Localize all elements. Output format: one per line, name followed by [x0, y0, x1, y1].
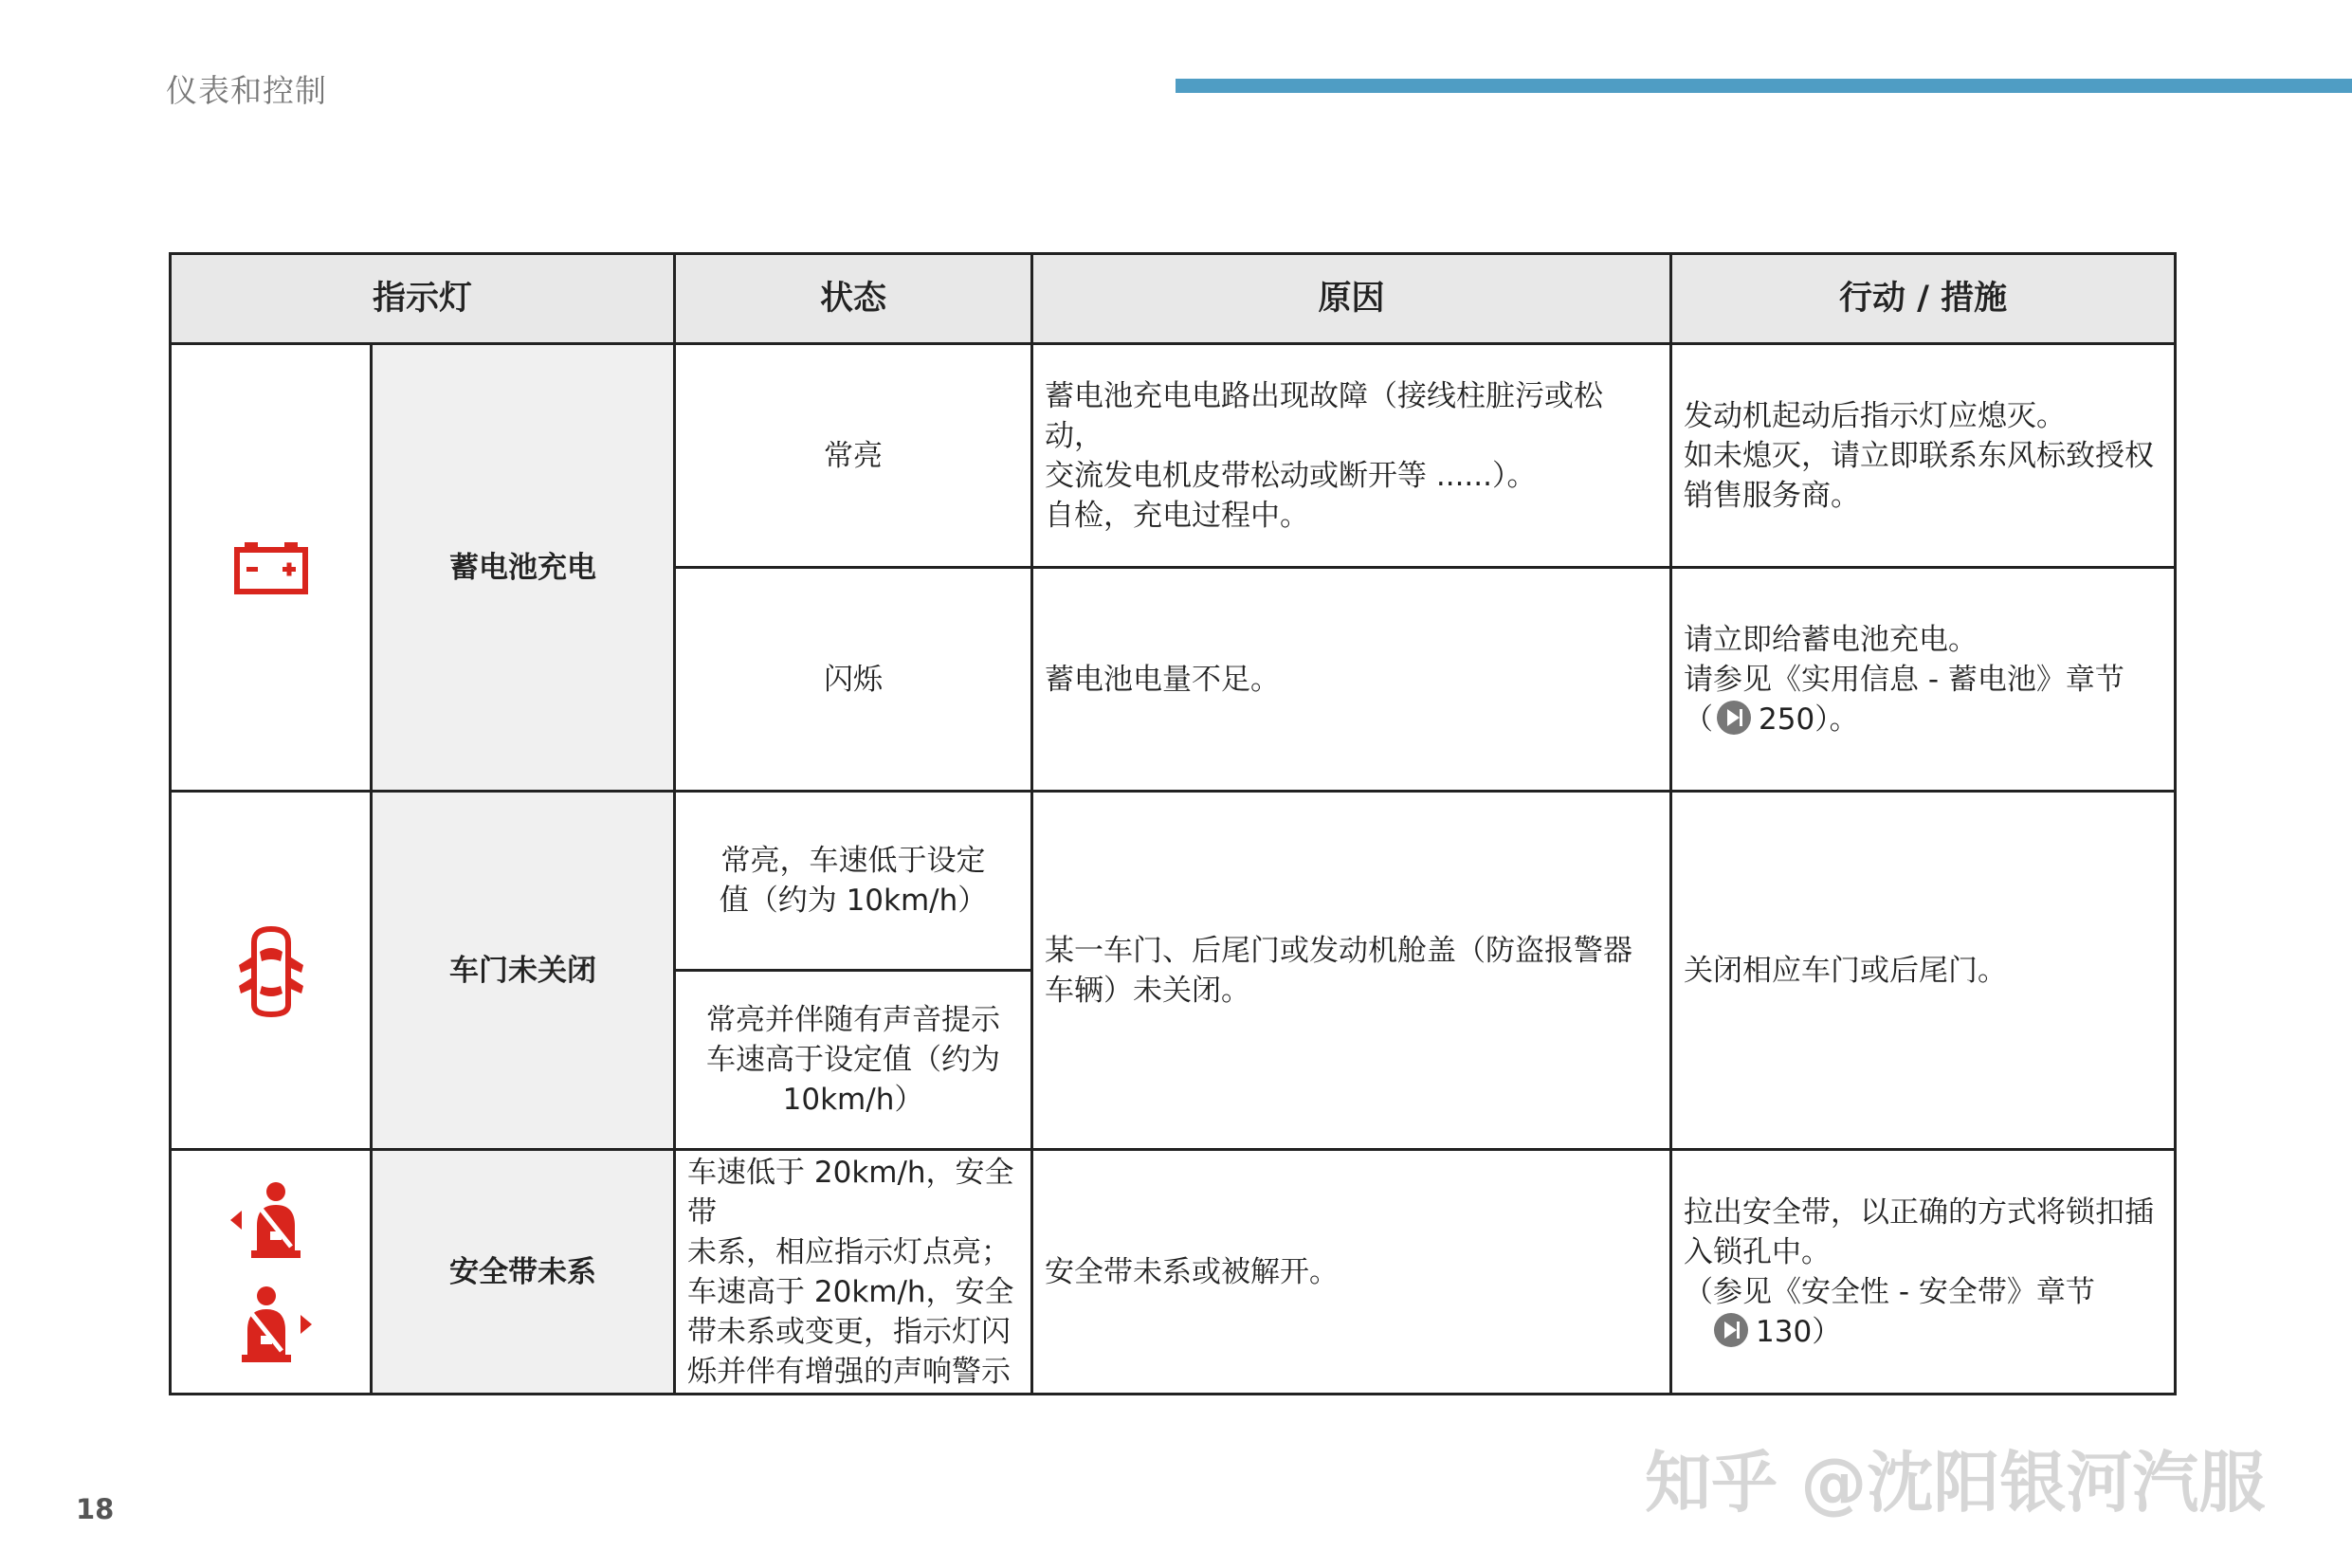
seatbelt-right-icon — [228, 1285, 314, 1364]
cause-cell — [1032, 344, 1671, 568]
indicator-table — [169, 252, 2177, 1395]
indicator-name-seatbelt: 安全带未系 — [372, 1150, 675, 1395]
cause-line: 交流发电机皮带松动或断开等 ......）。 — [1045, 458, 1537, 493]
action-line: 如未熄灭，请立即联系东风标致授权 — [1684, 438, 2155, 473]
seatbelt-left-icon — [228, 1180, 314, 1260]
action-reference — [1684, 1312, 2162, 1352]
cause-line: 某一车门、后尾门或发动机舱盖（防盗报警器 — [1045, 933, 1633, 968]
page-reference-icon — [1717, 701, 1751, 735]
state-line: 烁并伴有增强的声响警示 — [687, 1354, 1012, 1389]
table-row-battery-steady — [171, 344, 2176, 568]
section-title: 仪表和控制 — [166, 72, 327, 109]
action-line: 拉出安全带，以正确的方式将锁扣插 — [1684, 1194, 2155, 1230]
action-line: 入锁孔中。 — [1684, 1234, 1832, 1269]
ref-page: 130 — [1756, 1314, 1813, 1349]
cause-cell: 安全带未系或被解开。 — [1032, 1150, 1671, 1395]
cause-line: 车辆）未关闭。 — [1045, 973, 1251, 1008]
page-number: 18 — [76, 1493, 115, 1525]
state-line: 10km/h） — [782, 1083, 924, 1117]
battery-icon-cell — [171, 344, 372, 792]
state-cell — [675, 792, 1032, 971]
cause-line: 自检，充电过程中。 — [1045, 498, 1310, 533]
battery-icon — [233, 540, 309, 595]
action-line: 请立即给蓄电池充电。 — [1684, 622, 1978, 657]
action-cell — [1671, 568, 2176, 792]
header-accent-bar — [1176, 79, 2352, 93]
state-line: 常亮并伴随有声音提示 — [706, 1003, 1001, 1037]
column-header-state: 状态 — [675, 254, 1032, 344]
page-reference-icon — [1714, 1313, 1748, 1347]
state-line: 未系，相应指示灯点亮； — [687, 1234, 1012, 1269]
cause-cell: 蓄电池电量不足。 — [1032, 568, 1671, 792]
state-line: 车速低于 20km/h，安全带 — [687, 1155, 1014, 1230]
cause-cell — [1032, 792, 1671, 1150]
table-row-door-low-speed — [171, 792, 2176, 971]
door-open-car-icon — [233, 923, 309, 1018]
ref-close: ） — [1812, 1314, 1842, 1349]
state-cell: 闪烁 — [675, 568, 1032, 792]
indicator-name-door: 车门未关闭 — [372, 792, 675, 1150]
column-header-indicator: 指示灯 — [171, 254, 675, 344]
state-cell — [675, 971, 1032, 1150]
action-line: 请参见《实用信息 - 蓄电池》章节 — [1684, 662, 2124, 697]
action-cell — [1671, 1150, 2176, 1395]
table-row-seatbelt — [171, 1150, 2176, 1395]
action-cell: 关闭相应车门或后尾门。 — [1671, 792, 2176, 1150]
action-reference — [1684, 700, 2162, 739]
action-line: 发动机起动后指示灯应熄灭。 — [1684, 398, 2067, 433]
seatbelt-icon-cell — [171, 1150, 372, 1395]
cause-line: 蓄电池充电电路出现故障（接线柱脏污或松动， — [1045, 378, 1604, 453]
column-header-cause: 原因 — [1032, 254, 1671, 344]
table-header-row — [171, 254, 2176, 344]
state-cell — [675, 1150, 1032, 1395]
door-icon-cell — [171, 792, 372, 1150]
action-cell — [1671, 344, 2176, 568]
state-line: 带未系或变更，指示灯闪 — [687, 1314, 1012, 1349]
indicator-name-battery: 蓄电池充电 — [372, 344, 675, 792]
state-line: 车速高于 20km/h，安全 — [687, 1274, 1014, 1309]
ref-open: （ — [1684, 702, 1714, 737]
state-line: 值（约为 10km/h） — [719, 884, 988, 918]
state-line: 常亮，车速低于设定 — [720, 844, 986, 878]
column-header-action: 行动 / 措施 — [1671, 254, 2176, 344]
state-cell: 常亮 — [675, 344, 1032, 568]
ref-page: 250 — [1759, 702, 1815, 737]
state-line: 车速高于设定值（约为 — [706, 1043, 1001, 1077]
action-line: （参见《安全性 - 安全带》章节 — [1684, 1274, 2095, 1309]
ref-close: ）。 — [1814, 702, 1859, 737]
action-line: 销售服务商。 — [1684, 478, 1861, 513]
watermark: 知乎 @沈阳银河汽服 — [1645, 1444, 2266, 1522]
